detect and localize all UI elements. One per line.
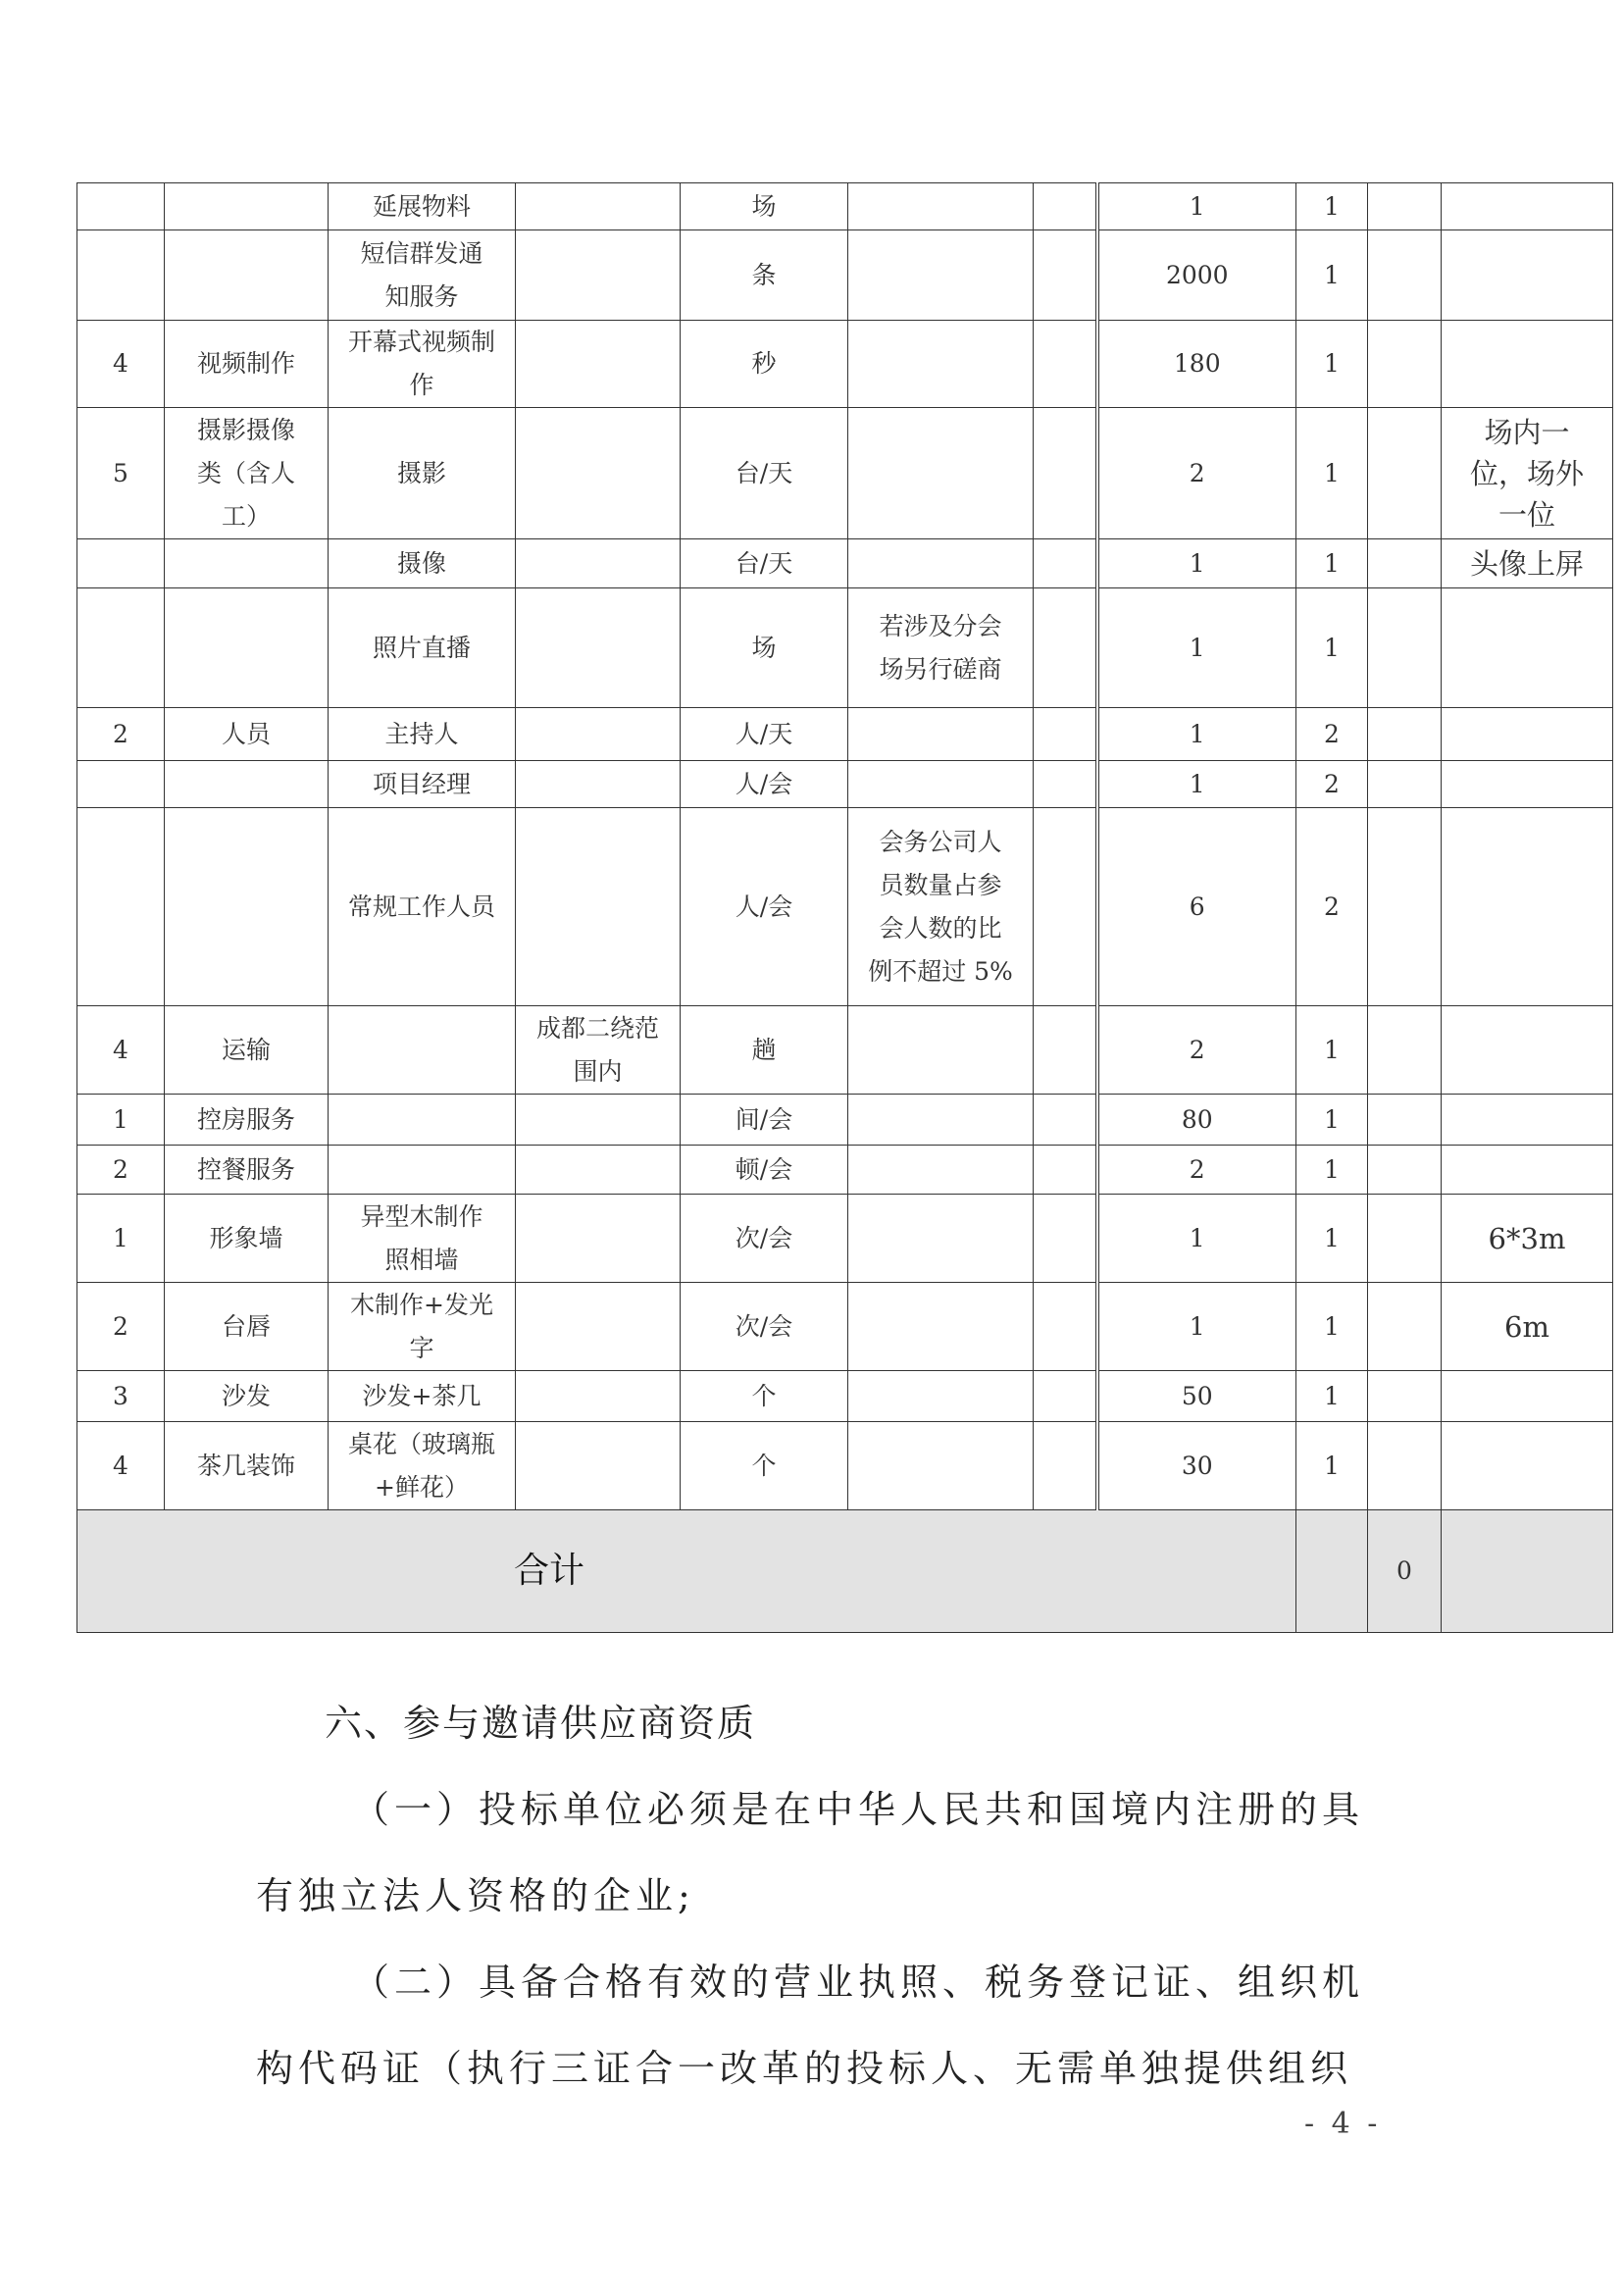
table-cell (1296, 1510, 1368, 1633)
table-cell: 2 (1296, 708, 1368, 761)
table-cell: 台/天 (681, 539, 848, 588)
table-cell (1442, 1422, 1613, 1510)
table-row (77, 808, 1613, 1006)
table-cell (1442, 183, 1613, 230)
table-cell (1034, 230, 1097, 321)
table-cell (1368, 408, 1442, 539)
table-cell (1034, 539, 1097, 588)
table-cell (516, 761, 681, 808)
table-cell: 台/天 (681, 408, 848, 539)
table-cell (1034, 1371, 1097, 1422)
table-cell: 人/天 (681, 708, 848, 761)
table-cell (516, 539, 681, 588)
table-cell: 控餐服务 (165, 1146, 329, 1195)
table-cell: 个 (681, 1371, 848, 1422)
table-cell: 摄影 (329, 408, 516, 539)
table-cell (1442, 230, 1613, 321)
table-cell (1442, 761, 1613, 808)
table-cell (1442, 1095, 1613, 1146)
table-cell: 2 (1097, 1006, 1296, 1095)
table-cell (1368, 1095, 1442, 1146)
table-cell: 照片直播 (329, 588, 516, 708)
table-cell: 1 (1097, 708, 1296, 761)
table-cell: 木制作+发光 字 (329, 1283, 516, 1371)
table-cell: 1 (1097, 761, 1296, 808)
table-cell: 运输 (165, 1006, 329, 1095)
table-cell (165, 808, 329, 1006)
table-cell (329, 1006, 516, 1095)
table-cell: 1 (1296, 1006, 1368, 1095)
table-cell: 控房服务 (165, 1095, 329, 1146)
table-cell (1368, 1371, 1442, 1422)
table-cell (77, 588, 165, 708)
page-number: - 4 - (1304, 2107, 1382, 2141)
table-cell (1368, 230, 1442, 321)
table-cell (165, 539, 329, 588)
table-cell: 条 (681, 230, 848, 321)
table-cell (1034, 1422, 1097, 1510)
table-cell: 异型木制作 照相墙 (329, 1195, 516, 1283)
table-cell: 常规工作人员 (329, 808, 516, 1006)
table-cell (1368, 539, 1442, 588)
table-cell (848, 761, 1034, 808)
table-cell: 场内一 位，场外 一位 (1442, 408, 1613, 539)
table-row (77, 1371, 1613, 1422)
table-cell: 6 (1097, 808, 1296, 1006)
table-cell: 1 (1097, 588, 1296, 708)
table-cell: 1 (1296, 588, 1368, 708)
table-cell (1368, 1195, 1442, 1283)
table-cell: 项目经理 (329, 761, 516, 808)
table-cell (1034, 1006, 1097, 1095)
table-cell (516, 708, 681, 761)
table-cell: 茶几装饰 (165, 1422, 329, 1510)
table-cell: 1 (1097, 1195, 1296, 1283)
table-cell (848, 183, 1034, 230)
table-cell: 1 (1296, 1422, 1368, 1510)
table-cell: 主持人 (329, 708, 516, 761)
table-cell (77, 761, 165, 808)
table-cell: 开幕式视频制 作 (329, 321, 516, 408)
table-cell: 1 (1296, 1095, 1368, 1146)
table-row (77, 761, 1613, 808)
table-cell: 沙发 (165, 1371, 329, 1422)
table-cell: 1 (1097, 539, 1296, 588)
table-cell: 延展物料 (329, 183, 516, 230)
table-cell (516, 1146, 681, 1195)
table-cell (848, 1195, 1034, 1283)
table-cell (1442, 808, 1613, 1006)
table-cell (848, 708, 1034, 761)
table-cell: 秒 (681, 321, 848, 408)
table-cell (848, 1283, 1034, 1371)
table-row (77, 1283, 1613, 1371)
table-cell (1368, 183, 1442, 230)
total-value: 0 (1368, 1510, 1442, 1633)
total-label: 合计 (77, 1510, 1296, 1633)
table-cell (1368, 1006, 1442, 1095)
table-cell (516, 1422, 681, 1510)
table-cell: 场 (681, 183, 848, 230)
table-cell: 1 (1296, 321, 1368, 408)
table-cell: 50 (1097, 1371, 1296, 1422)
table-cell: 2 (77, 1146, 165, 1195)
table-cell (77, 230, 165, 321)
table-row (77, 1006, 1613, 1095)
table-cell (165, 230, 329, 321)
table-row (77, 539, 1613, 588)
table-cell (1442, 1371, 1613, 1422)
table-cell (516, 321, 681, 408)
table-cell: 6m (1442, 1283, 1613, 1371)
table-cell (1034, 808, 1097, 1006)
table-cell (848, 1095, 1034, 1146)
table-row (77, 1195, 1613, 1283)
table-cell (1034, 408, 1097, 539)
table-cell: 视频制作 (165, 321, 329, 408)
table-cell: 1 (1296, 183, 1368, 230)
paragraph-line: （一）投标单位必须是在中华人民共和国境内注册的具 (352, 1788, 1365, 1831)
table-cell: 人/会 (681, 808, 848, 1006)
table-cell (516, 808, 681, 1006)
table-body (77, 183, 1613, 1633)
table-cell (165, 588, 329, 708)
table-cell (1034, 1095, 1097, 1146)
table-cell (77, 183, 165, 230)
paragraph-line: 有独立法人资格的企业; (256, 1874, 695, 1917)
table-cell: 1 (1296, 1371, 1368, 1422)
table-row (77, 1146, 1613, 1195)
table-cell (1034, 1195, 1097, 1283)
table-cell (1368, 1422, 1442, 1510)
table-cell: 成都二绕范 围内 (516, 1006, 681, 1095)
table-cell: 1 (1296, 539, 1368, 588)
table-row (77, 230, 1613, 321)
table-cell: 4 (77, 1422, 165, 1510)
table-cell (848, 1422, 1034, 1510)
table-cell: 2 (77, 708, 165, 761)
table-cell: 180 (1097, 321, 1296, 408)
table-cell (1368, 708, 1442, 761)
table-cell: 顿/会 (681, 1146, 848, 1195)
table-cell (1368, 808, 1442, 1006)
table-cell (77, 808, 165, 1006)
table-cell: 人/会 (681, 761, 848, 808)
table-cell: 5 (77, 408, 165, 539)
table-cell: 2 (1296, 761, 1368, 808)
table-row (77, 321, 1613, 408)
table-cell: 沙发+茶几 (329, 1371, 516, 1422)
table-cell: 30 (1097, 1422, 1296, 1510)
table-cell (165, 761, 329, 808)
table-cell (1442, 708, 1613, 761)
table-cell: 台唇 (165, 1283, 329, 1371)
table-cell: 2 (1296, 808, 1368, 1006)
table-cell (1442, 1510, 1613, 1633)
table-cell: 摄像 (329, 539, 516, 588)
table-cell: 会务公司人 员数量占参 会人数的比 例不超过 5% (848, 808, 1034, 1006)
table-cell: 次/会 (681, 1283, 848, 1371)
table-cell: 人员 (165, 708, 329, 761)
table-cell (848, 408, 1034, 539)
table-cell: 次/会 (681, 1195, 848, 1283)
table-cell: 1 (77, 1195, 165, 1283)
table-cell (516, 408, 681, 539)
table-cell (1442, 588, 1613, 708)
paragraph-line: 构代码证（执行三证合一改革的投标人、无需单独提供组织 (256, 2047, 1353, 2090)
table-cell: 80 (1097, 1095, 1296, 1146)
table-cell (516, 1283, 681, 1371)
table-cell (1442, 321, 1613, 408)
table-cell: 2 (1097, 1146, 1296, 1195)
table-cell (1442, 1006, 1613, 1095)
table-cell (1368, 321, 1442, 408)
table-cell: 3 (77, 1371, 165, 1422)
table-cell (77, 539, 165, 588)
table-row (77, 183, 1613, 230)
table-cell (1034, 321, 1097, 408)
table-cell: 短信群发通 知服务 (329, 230, 516, 321)
table-cell: 1 (1097, 183, 1296, 230)
table-cell (1368, 588, 1442, 708)
table-cell (1034, 761, 1097, 808)
table-cell: 头像上屏 (1442, 539, 1613, 588)
table-cell: 2 (77, 1283, 165, 1371)
table-cell: 1 (1296, 408, 1368, 539)
table-cell (516, 230, 681, 321)
table-cell: 场 (681, 588, 848, 708)
total-row (77, 1510, 1613, 1633)
table-cell: 1 (1296, 1146, 1368, 1195)
table-cell: 桌花（玻璃瓶 +鲜花） (329, 1422, 516, 1510)
table-cell (848, 230, 1034, 321)
table-cell (848, 321, 1034, 408)
table-cell: 个 (681, 1422, 848, 1510)
table-row (77, 1095, 1613, 1146)
table-row (77, 1422, 1613, 1510)
table-cell: 1 (1296, 1195, 1368, 1283)
table-cell (848, 1371, 1034, 1422)
table-cell: 6*3m (1442, 1195, 1613, 1283)
table-cell (165, 183, 329, 230)
table-cell (1034, 183, 1097, 230)
table-cell: 形象墙 (165, 1195, 329, 1283)
table-cell (1368, 761, 1442, 808)
table-cell: 1 (1296, 230, 1368, 321)
table-cell: 1 (77, 1095, 165, 1146)
table-cell (848, 539, 1034, 588)
table-cell (1034, 1146, 1097, 1195)
table-cell (1368, 1283, 1442, 1371)
table-cell: 间/会 (681, 1095, 848, 1146)
table-cell (1034, 1283, 1097, 1371)
table-cell: 2 (1097, 408, 1296, 539)
paragraph-line: （二）具备合格有效的营业执照、税务登记证、组织机 (352, 1961, 1365, 2004)
table-cell: 2000 (1097, 230, 1296, 321)
table-cell (516, 183, 681, 230)
table-cell: 趟 (681, 1006, 848, 1095)
section-heading: 六、参与邀请供应商资质 (325, 1702, 757, 1745)
table-cell: 4 (77, 321, 165, 408)
table-cell (516, 588, 681, 708)
table-cell (1034, 588, 1097, 708)
quotation-table (76, 182, 1613, 1633)
table-cell (516, 1195, 681, 1283)
table-cell (516, 1095, 681, 1146)
table-cell (848, 1006, 1034, 1095)
table-cell (1368, 1146, 1442, 1195)
table-row (77, 408, 1613, 539)
table-cell (329, 1146, 516, 1195)
table-cell (329, 1095, 516, 1146)
table-cell: 1 (1097, 1283, 1296, 1371)
table-row (77, 588, 1613, 708)
table-row (77, 708, 1613, 761)
table-cell: 1 (1296, 1283, 1368, 1371)
table-cell: 若涉及分会 场另行磋商 (848, 588, 1034, 708)
table-cell (1034, 708, 1097, 761)
table-cell: 4 (77, 1006, 165, 1095)
quotation-table-container (76, 182, 1612, 1633)
table-cell (848, 1146, 1034, 1195)
table-cell: 摄影摄像 类（含人 工） (165, 408, 329, 539)
table-cell (516, 1371, 681, 1422)
table-cell (1442, 1146, 1613, 1195)
